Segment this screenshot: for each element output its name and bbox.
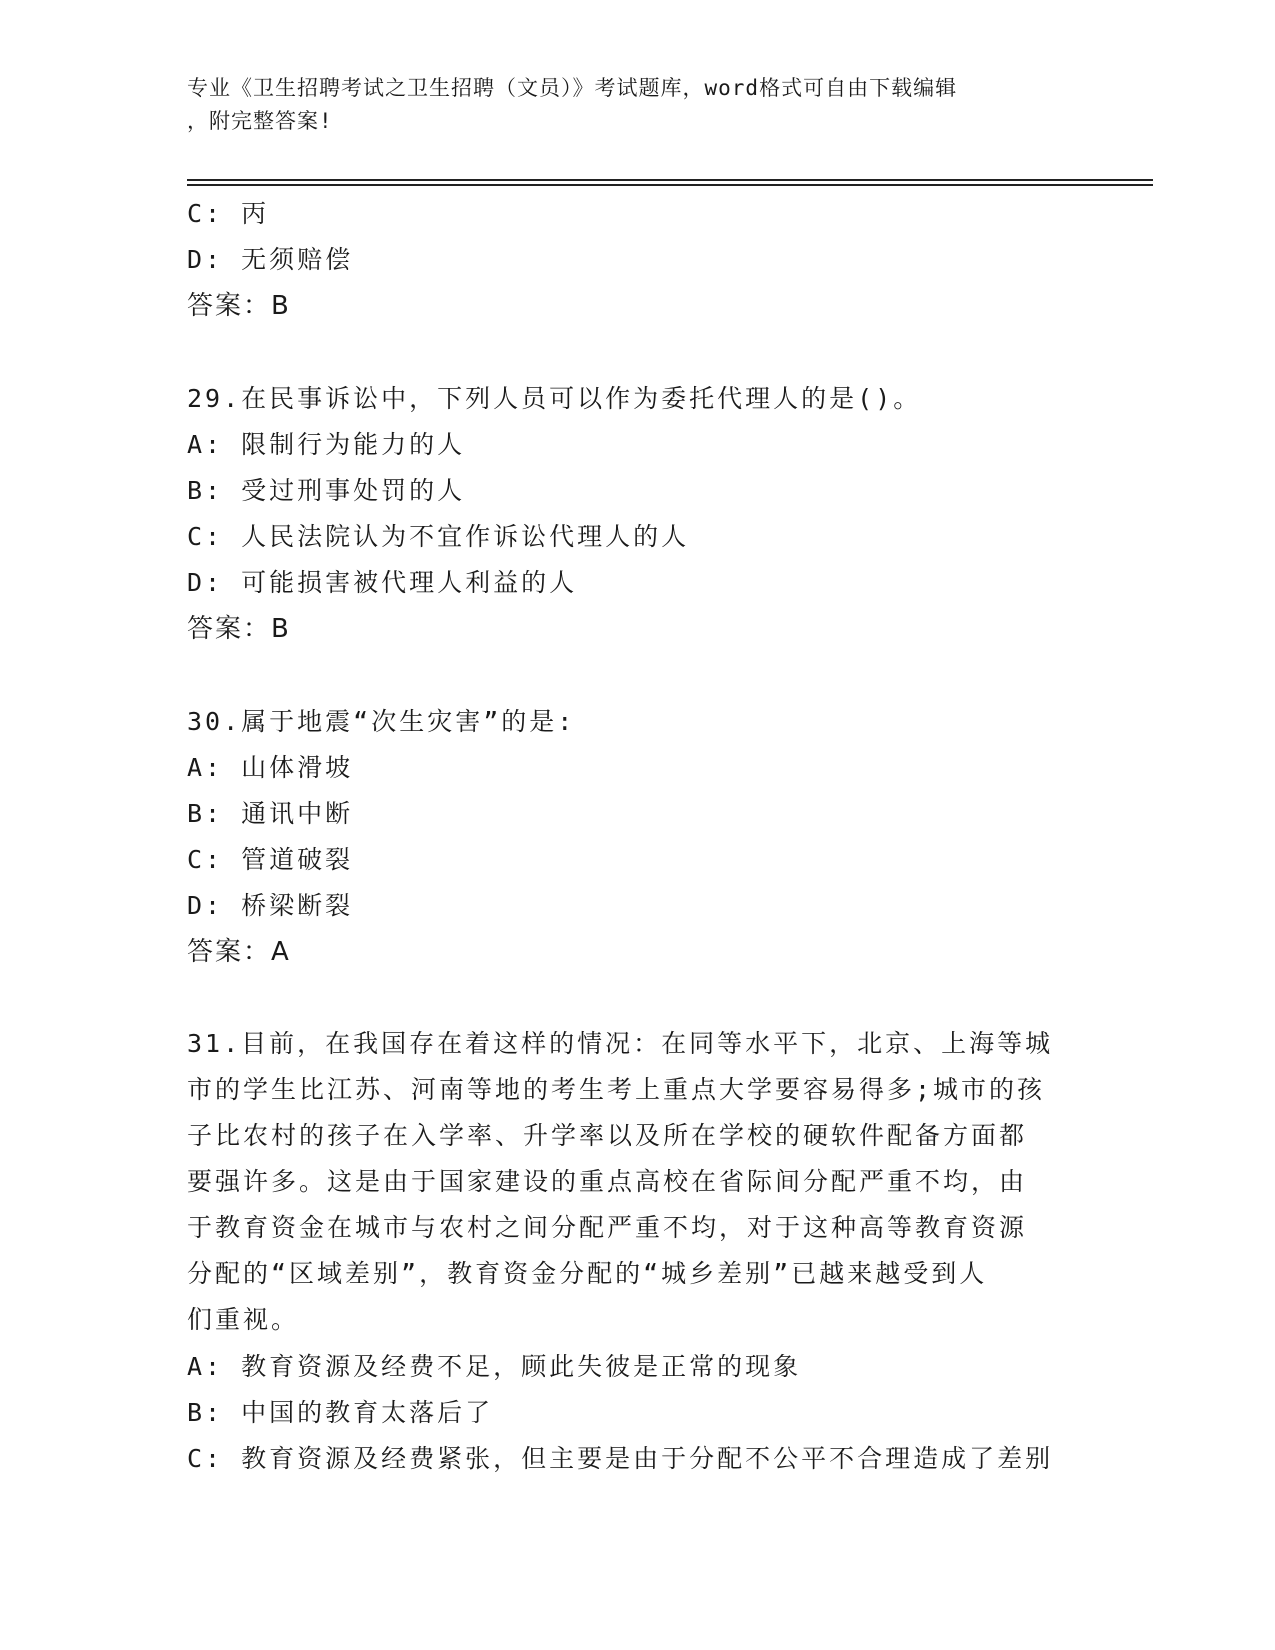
question-31 [187,1022,1087,1482]
q31-stem-line: 子比农村的孩子在入学率、升学率以及所在学校的硬软件配备方面都 [187,1121,1028,1150]
q31-stem-line: 31.目前，在我国存在着这样的情况：在同等水平下，北京、上海等城 [187,1029,1054,1058]
header-divider-bottom [187,184,1153,186]
q31-stem-line: 分配的“区域差别”，教育资金分配的“城乡差别”已越来越受到人 [187,1259,988,1288]
q28-answer: 答案：B [187,291,291,321]
q31-stem-line: 于教育资金在城市与农村之间分配严重不均，对于这种高等教育资源 [187,1213,1028,1242]
question-28-tail [187,191,1087,329]
document-header [187,72,1067,138]
q29-option-d: D: 可能损害被代理人利益的人 [187,568,578,597]
q31-stem-line: 市的学生比江苏、河南等地的考生考上重点大学要容易得多;城市的孩 [187,1075,1046,1104]
header-divider-top [187,179,1153,181]
q30-option-a: A: 山体滑坡 [187,753,354,782]
header-line-2: ，附完整答案! [187,109,333,133]
q28-option-c: C: 丙 [187,199,270,228]
q30-option-c: C: 管道破裂 [187,845,354,874]
q31-option-b: B: 中国的教育太落后了 [187,1398,494,1427]
q31-option-a: A: 教育资源及经费不足，顾此失彼是正常的现象 [187,1352,802,1381]
q31-stem-line: 们重视。 [187,1305,300,1334]
q29-option-b: B: 受过刑事处罚的人 [187,476,466,505]
q29-answer: 答案：B [187,614,291,644]
q31-stem-line: 要强许多。这是由于国家建设的重点高校在省际间分配严重不均，由 [187,1167,1028,1196]
question-list [187,191,1087,1482]
q31-option-c: C: 教育资源及经费紧张，但主要是由于分配不公平不合理造成了差别 [187,1444,1054,1473]
q29-option-a: A: 限制行为能力的人 [187,430,466,459]
q30-answer: 答案：A [187,937,291,967]
question-29 [187,376,1087,652]
question-spacer [187,652,1087,699]
question-30 [187,699,1087,975]
q30-option-b: B: 通讯中断 [187,799,354,828]
question-spacer [187,975,1087,1022]
question-spacer [187,329,1087,376]
q29-stem: 29.在民事诉讼中，下列人员可以作为委托代理人的是()。 [187,384,922,413]
q28-option-d: D: 无须赔偿 [187,245,354,274]
q30-stem: 30.属于地震“次生灾害”的是: [187,707,576,736]
q30-option-d: D: 桥梁断裂 [187,891,354,920]
q29-option-c: C: 人民法院认为不宜作诉讼代理人的人 [187,522,690,551]
header-line-1: 专业《卫生招聘考试之卫生招聘（文员）》考试题库，word格式可自由下载编辑 [187,76,958,100]
